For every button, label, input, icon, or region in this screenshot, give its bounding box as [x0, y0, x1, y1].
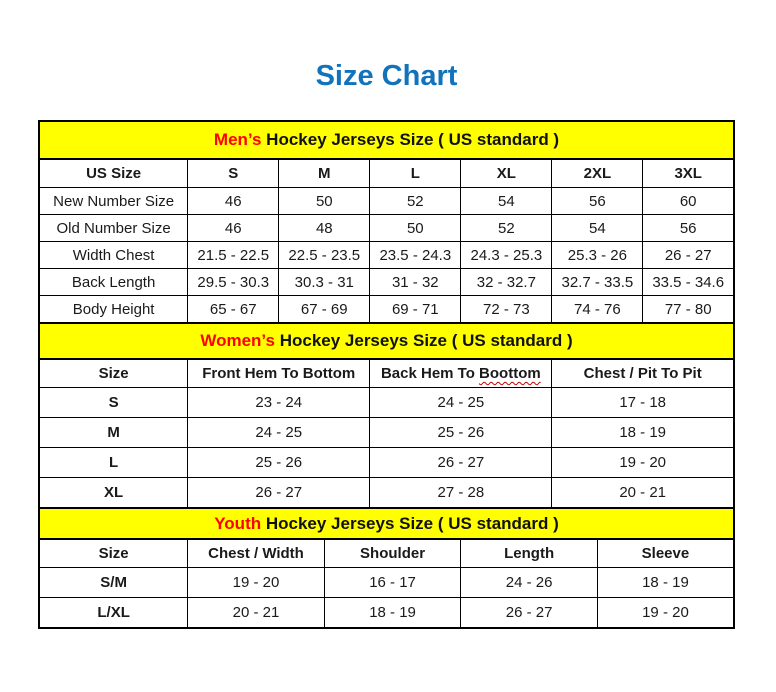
womens-band-row: [39, 323, 734, 359]
mens-row-label: Body Height: [39, 296, 188, 324]
mens-cell: 46: [188, 188, 279, 215]
womens-table-row: [39, 478, 734, 509]
mens-column-header: US Size: [39, 159, 188, 188]
womens-table-row: [39, 448, 734, 478]
mens-cell: 25.3 - 26: [552, 242, 643, 269]
mens-column-header: XL: [461, 159, 552, 188]
mens-cell: 50: [370, 215, 461, 242]
youth-heading-highlight: Youth: [214, 513, 262, 533]
mens-row-label: New Number Size: [39, 188, 188, 215]
youth-table-row: [39, 568, 734, 598]
page-title: Size Chart: [315, 60, 458, 92]
youth-row-label: S/M: [39, 568, 188, 598]
womens-row-label: XL: [39, 478, 188, 509]
mens-cell: 33.5 - 34.6: [643, 269, 734, 296]
womens-section-heading: [39, 323, 734, 359]
mens-cell: 21.5 - 22.5: [188, 242, 279, 269]
womens-cell: 27 - 28: [370, 478, 552, 509]
youth-section-heading: [39, 508, 734, 539]
womens-cell: 26 - 27: [370, 448, 552, 478]
mens-column-header: M: [279, 159, 370, 188]
youth-cell: 19 - 20: [597, 598, 734, 629]
youth-column-header: Length: [461, 539, 598, 568]
womens-row-label: M: [39, 418, 188, 448]
womens-column-header: Chest / Pit To Pit: [552, 359, 734, 388]
womens-heading-rest: Hockey Jerseys Size ( US standard ): [274, 331, 573, 350]
womens-cell: 25 - 26: [370, 418, 552, 448]
youth-cell: 18 - 19: [597, 568, 734, 598]
youth-cell: 16 - 17: [324, 568, 461, 598]
mens-row-label: Old Number Size: [39, 215, 188, 242]
spellcheck-squiggle-word: Boottom: [479, 365, 541, 382]
mens-cell: 69 - 71: [370, 296, 461, 324]
mens-cell: 24.3 - 25.3: [461, 242, 552, 269]
youth-cell: 26 - 27: [461, 598, 598, 629]
womens-column-header: Front Hem To Bottom: [188, 359, 370, 388]
womens-heading-highlight: Women’s: [200, 331, 275, 350]
youth-cell: 19 - 20: [188, 568, 325, 598]
mens-table-row: [39, 188, 734, 215]
womens-cell: 18 - 19: [552, 418, 734, 448]
mens-cell: 65 - 67: [188, 296, 279, 324]
womens-column-header: Back Hem To Boottom: [370, 359, 552, 388]
youth-column-header: Size: [39, 539, 188, 568]
mens-row-label: Width Chest: [39, 242, 188, 269]
womens-cell: 25 - 26: [188, 448, 370, 478]
mens-cell: 29.5 - 30.3: [188, 269, 279, 296]
youth-table-row: [39, 598, 734, 629]
mens-cell: 31 - 32: [370, 269, 461, 296]
mens-table-row: [39, 215, 734, 242]
mens-heading-highlight: Men’s: [213, 130, 262, 149]
mens-header-row: [39, 159, 734, 188]
mens-cell: 56: [552, 188, 643, 215]
mens-section-heading: [39, 121, 734, 159]
womens-row-label: S: [39, 388, 188, 418]
mens-column-header: 2XL: [552, 159, 643, 188]
mens-cell: 77 - 80: [643, 296, 734, 324]
mens-cell: 72 - 73: [461, 296, 552, 324]
womens-cell: 24 - 25: [370, 388, 552, 418]
mens-cell: 22.5 - 23.5: [279, 242, 370, 269]
mens-cell: 48: [279, 215, 370, 242]
youth-column-header: Sleeve: [597, 539, 734, 568]
mens-cell: 30.3 - 31: [279, 269, 370, 296]
womens-cell: 17 - 18: [552, 388, 734, 418]
womens-size-table: [38, 322, 735, 509]
womens-cell: 19 - 20: [552, 448, 734, 478]
womens-table-row: [39, 418, 734, 448]
womens-cell: 24 - 25: [188, 418, 370, 448]
size-tables-container: [38, 120, 735, 629]
youth-column-header: Chest / Width: [188, 539, 325, 568]
mens-band-row: [39, 121, 734, 159]
mens-cell: 54: [552, 215, 643, 242]
mens-cell: 32 - 32.7: [461, 269, 552, 296]
mens-column-header: 3XL: [643, 159, 734, 188]
youth-cell: 20 - 21: [188, 598, 325, 629]
mens-cell: 26 - 27: [643, 242, 734, 269]
mens-cell: 52: [370, 188, 461, 215]
mens-cell: 54: [461, 188, 552, 215]
mens-cell: 52: [461, 215, 552, 242]
womens-row-label: L: [39, 448, 188, 478]
mens-cell: 67 - 69: [279, 296, 370, 324]
mens-heading-rest: Hockey Jerseys Size ( US standard ): [261, 130, 560, 149]
mens-column-header: S: [188, 159, 279, 188]
youth-column-header: Shoulder: [324, 539, 461, 568]
womens-header-row: [39, 359, 734, 388]
youth-row-label: L/XL: [39, 598, 188, 629]
mens-table-row: [39, 296, 734, 324]
womens-table-row: [39, 388, 734, 418]
youth-cell: 18 - 19: [324, 598, 461, 629]
mens-size-table: [38, 120, 735, 324]
youth-band-row: [39, 508, 734, 539]
mens-table-row: [39, 242, 734, 269]
mens-cell: 50: [279, 188, 370, 215]
womens-cell: 26 - 27: [188, 478, 370, 509]
mens-cell: 60: [643, 188, 734, 215]
youth-size-table: [38, 507, 735, 629]
womens-cell: 20 - 21: [552, 478, 734, 509]
mens-row-label: Back Length: [39, 269, 188, 296]
youth-header-row: [39, 539, 734, 568]
mens-cell: 46: [188, 215, 279, 242]
mens-cell: 32.7 - 33.5: [552, 269, 643, 296]
mens-column-header: L: [370, 159, 461, 188]
mens-cell: 56: [643, 215, 734, 242]
mens-cell: 74 - 76: [552, 296, 643, 324]
youth-heading-rest: Hockey Jerseys Size ( US standard ): [261, 513, 559, 533]
womens-column-header: Size: [39, 359, 188, 388]
mens-table-row: [39, 269, 734, 296]
youth-cell: 24 - 26: [461, 568, 598, 598]
mens-cell: 23.5 - 24.3: [370, 242, 461, 269]
womens-cell: 23 - 24: [188, 388, 370, 418]
